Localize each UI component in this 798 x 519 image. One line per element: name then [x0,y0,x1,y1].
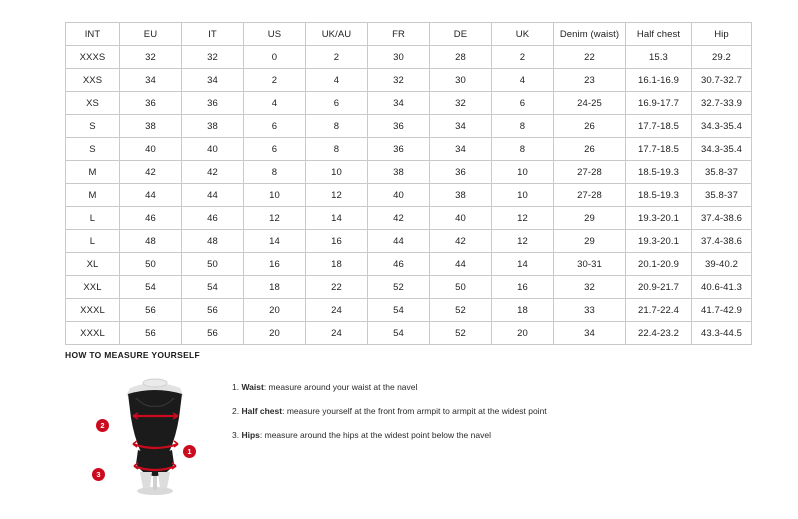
cell: 38 [368,161,430,184]
cell: 32 [120,46,182,69]
cell: 8 [492,138,554,161]
measure-badge-1: 1 [183,445,196,458]
mannequin-figure-icon [100,372,210,497]
cell: 23 [554,69,626,92]
size-chart-table [65,22,752,345]
table-row [66,184,752,207]
column-header: FR [368,23,430,46]
cell: 24 [306,299,368,322]
column-header: INT [66,23,120,46]
table-row [66,92,752,115]
cell: 14 [244,230,306,253]
cell: 10 [306,161,368,184]
cell: 10 [244,184,306,207]
cell: 20 [244,322,306,345]
cell: 18 [492,299,554,322]
note-text: : measure yourself at the front from armpit to armpit at the widest point [282,406,547,417]
cell: 20 [492,322,554,345]
cell: 27-28 [554,184,626,207]
cell: 50 [182,253,244,276]
cell: 44 [120,184,182,207]
cell: 12 [492,230,554,253]
cell: 50 [120,253,182,276]
measure-body [65,370,765,497]
measure-badge-2: 2 [96,419,109,432]
cell: 34 [368,92,430,115]
cell: 6 [492,92,554,115]
cell: 34.3-35.4 [692,138,752,161]
cell: 24-25 [554,92,626,115]
cell: 44 [368,230,430,253]
cell: 42 [368,207,430,230]
table-row [66,69,752,92]
cell: 10 [492,184,554,207]
size-chart-container [65,22,743,345]
cell: 22 [554,46,626,69]
cell: 20 [244,299,306,322]
cell: 21.7-22.4 [626,299,692,322]
cell: 12 [492,207,554,230]
cell: 54 [368,299,430,322]
cell: XXL [66,276,120,299]
column-header: UK [492,23,554,46]
cell: 34 [182,69,244,92]
cell: 36 [430,161,492,184]
column-header: UK/AU [306,23,368,46]
cell: 8 [306,115,368,138]
note-number: 1. [232,382,240,392]
cell: 14 [306,207,368,230]
cell: 20.1-20.9 [626,253,692,276]
cell: 32 [368,69,430,92]
cell: 34 [120,69,182,92]
cell: 26 [554,138,626,161]
cell: XXS [66,69,120,92]
cell: 16 [492,276,554,299]
cell: 30 [368,46,430,69]
cell: XL [66,253,120,276]
cell: 34.3-35.4 [692,115,752,138]
table-row [66,253,752,276]
cell: 44 [182,184,244,207]
cell: 22 [306,276,368,299]
note-number: 3. [232,430,240,441]
cell: 32.7-33.9 [692,92,752,115]
cell: 42 [120,161,182,184]
cell: 39-40.2 [692,253,752,276]
table-header-row [66,23,752,46]
cell: 18 [244,276,306,299]
cell: 10 [492,161,554,184]
cell: M [66,161,120,184]
column-header: US [244,23,306,46]
cell: S [66,115,120,138]
measure-badge-3: 3 [92,468,105,481]
cell: 43.3-44.5 [692,322,752,345]
measure-note-waist [232,382,547,392]
note-term: Waist [241,382,264,392]
cell: 18.5-19.3 [626,161,692,184]
mannequin-illustration [96,372,210,497]
cell: 36 [368,138,430,161]
cell: 19.3-20.1 [626,207,692,230]
cell: 12 [306,184,368,207]
cell: 32 [430,92,492,115]
cell: 41.7-42.9 [692,299,752,322]
table-row [66,115,752,138]
cell: 16.9-17.7 [626,92,692,115]
cell: 36 [368,115,430,138]
cell: 19.3-20.1 [626,230,692,253]
cell: 40 [182,138,244,161]
cell: 54 [182,276,244,299]
measure-note-hips [232,430,547,440]
cell: 6 [306,92,368,115]
cell: 16.1-16.9 [626,69,692,92]
cell: 12 [244,207,306,230]
cell: 52 [368,276,430,299]
table-row [66,207,752,230]
cell: 56 [182,299,244,322]
cell: XS [66,92,120,115]
cell: 29.2 [692,46,752,69]
cell: 8 [492,115,554,138]
cell: L [66,207,120,230]
table-row [66,46,752,69]
cell: 4 [492,69,554,92]
cell: 28 [430,46,492,69]
cell: 44 [430,253,492,276]
cell: 36 [182,92,244,115]
note-term: Half chest [241,406,283,417]
cell: 37.4-38.6 [692,207,752,230]
cell: 42 [182,161,244,184]
cell: 20.9-21.7 [626,276,692,299]
cell: 38 [120,115,182,138]
cell: 38 [182,115,244,138]
cell: 48 [182,230,244,253]
cell: 40.6-41.3 [692,276,752,299]
cell: 32 [554,276,626,299]
cell: 30-31 [554,253,626,276]
note-text: : measure around your waist at the navel [263,382,418,392]
cell: 0 [244,46,306,69]
cell: 2 [492,46,554,69]
table-row [66,322,752,345]
cell: 34 [430,138,492,161]
table-row [66,138,752,161]
cell: 15.3 [626,46,692,69]
table-row [66,230,752,253]
cell: 34 [554,322,626,345]
cell: 46 [368,253,430,276]
cell: 4 [306,69,368,92]
cell: 24 [306,322,368,345]
cell: 17.7-18.5 [626,138,692,161]
cell: 50 [430,276,492,299]
cell: XXXS [66,46,120,69]
note-text: : measure around the hips at the widest point below the navel [259,430,491,441]
cell: 54 [368,322,430,345]
cell: L [66,230,120,253]
cell: 33 [554,299,626,322]
cell: 22.4-23.2 [626,322,692,345]
cell: 38 [430,184,492,207]
cell: 32 [182,46,244,69]
cell: 56 [120,322,182,345]
cell: 36 [120,92,182,115]
cell: 17.7-18.5 [626,115,692,138]
cell: XXXL [66,299,120,322]
cell: 18 [306,253,368,276]
how-to-measure-section [65,350,765,497]
cell: 8 [306,138,368,161]
cell: 30 [430,69,492,92]
cell: 35.8-37 [692,184,752,207]
note-term: Hips [241,430,260,441]
column-header: DE [430,23,492,46]
cell: 48 [120,230,182,253]
cell: 46 [182,207,244,230]
section-title: HOW TO MEASURE YOURSELF [65,350,201,360]
column-header: Half chest [626,23,692,46]
cell: 29 [554,230,626,253]
cell: 14 [492,253,554,276]
cell: 40 [430,207,492,230]
cell: 52 [430,322,492,345]
cell: 4 [244,92,306,115]
table-row [66,299,752,322]
cell: 27-28 [554,161,626,184]
cell: 56 [182,322,244,345]
cell: 46 [120,207,182,230]
cell: 2 [306,46,368,69]
cell: 18.5-19.3 [626,184,692,207]
table-row [66,276,752,299]
column-header: IT [182,23,244,46]
cell: 26 [554,115,626,138]
column-header: EU [120,23,182,46]
cell: 6 [244,115,306,138]
cell: 8 [244,161,306,184]
cell: 37.4-38.6 [692,230,752,253]
cell: 54 [120,276,182,299]
cell: 40 [368,184,430,207]
cell: 6 [244,138,306,161]
cell: 35.8-37 [692,161,752,184]
cell: 40 [120,138,182,161]
column-header: Hip [692,23,752,46]
cell: 29 [554,207,626,230]
cell: 52 [430,299,492,322]
cell: M [66,184,120,207]
cell: 16 [306,230,368,253]
cell: XXXL [66,322,120,345]
cell: 56 [120,299,182,322]
cell: S [66,138,120,161]
cell: 42 [430,230,492,253]
cell: 16 [244,253,306,276]
table-row [66,161,752,184]
cell: 30.7-32.7 [692,69,752,92]
note-number: 2. [232,406,240,417]
column-header: Denim (waist) [554,23,626,46]
measure-notes [232,382,547,455]
cell: 2 [244,69,306,92]
measure-note-half-chest [232,406,547,416]
cell: 34 [430,115,492,138]
